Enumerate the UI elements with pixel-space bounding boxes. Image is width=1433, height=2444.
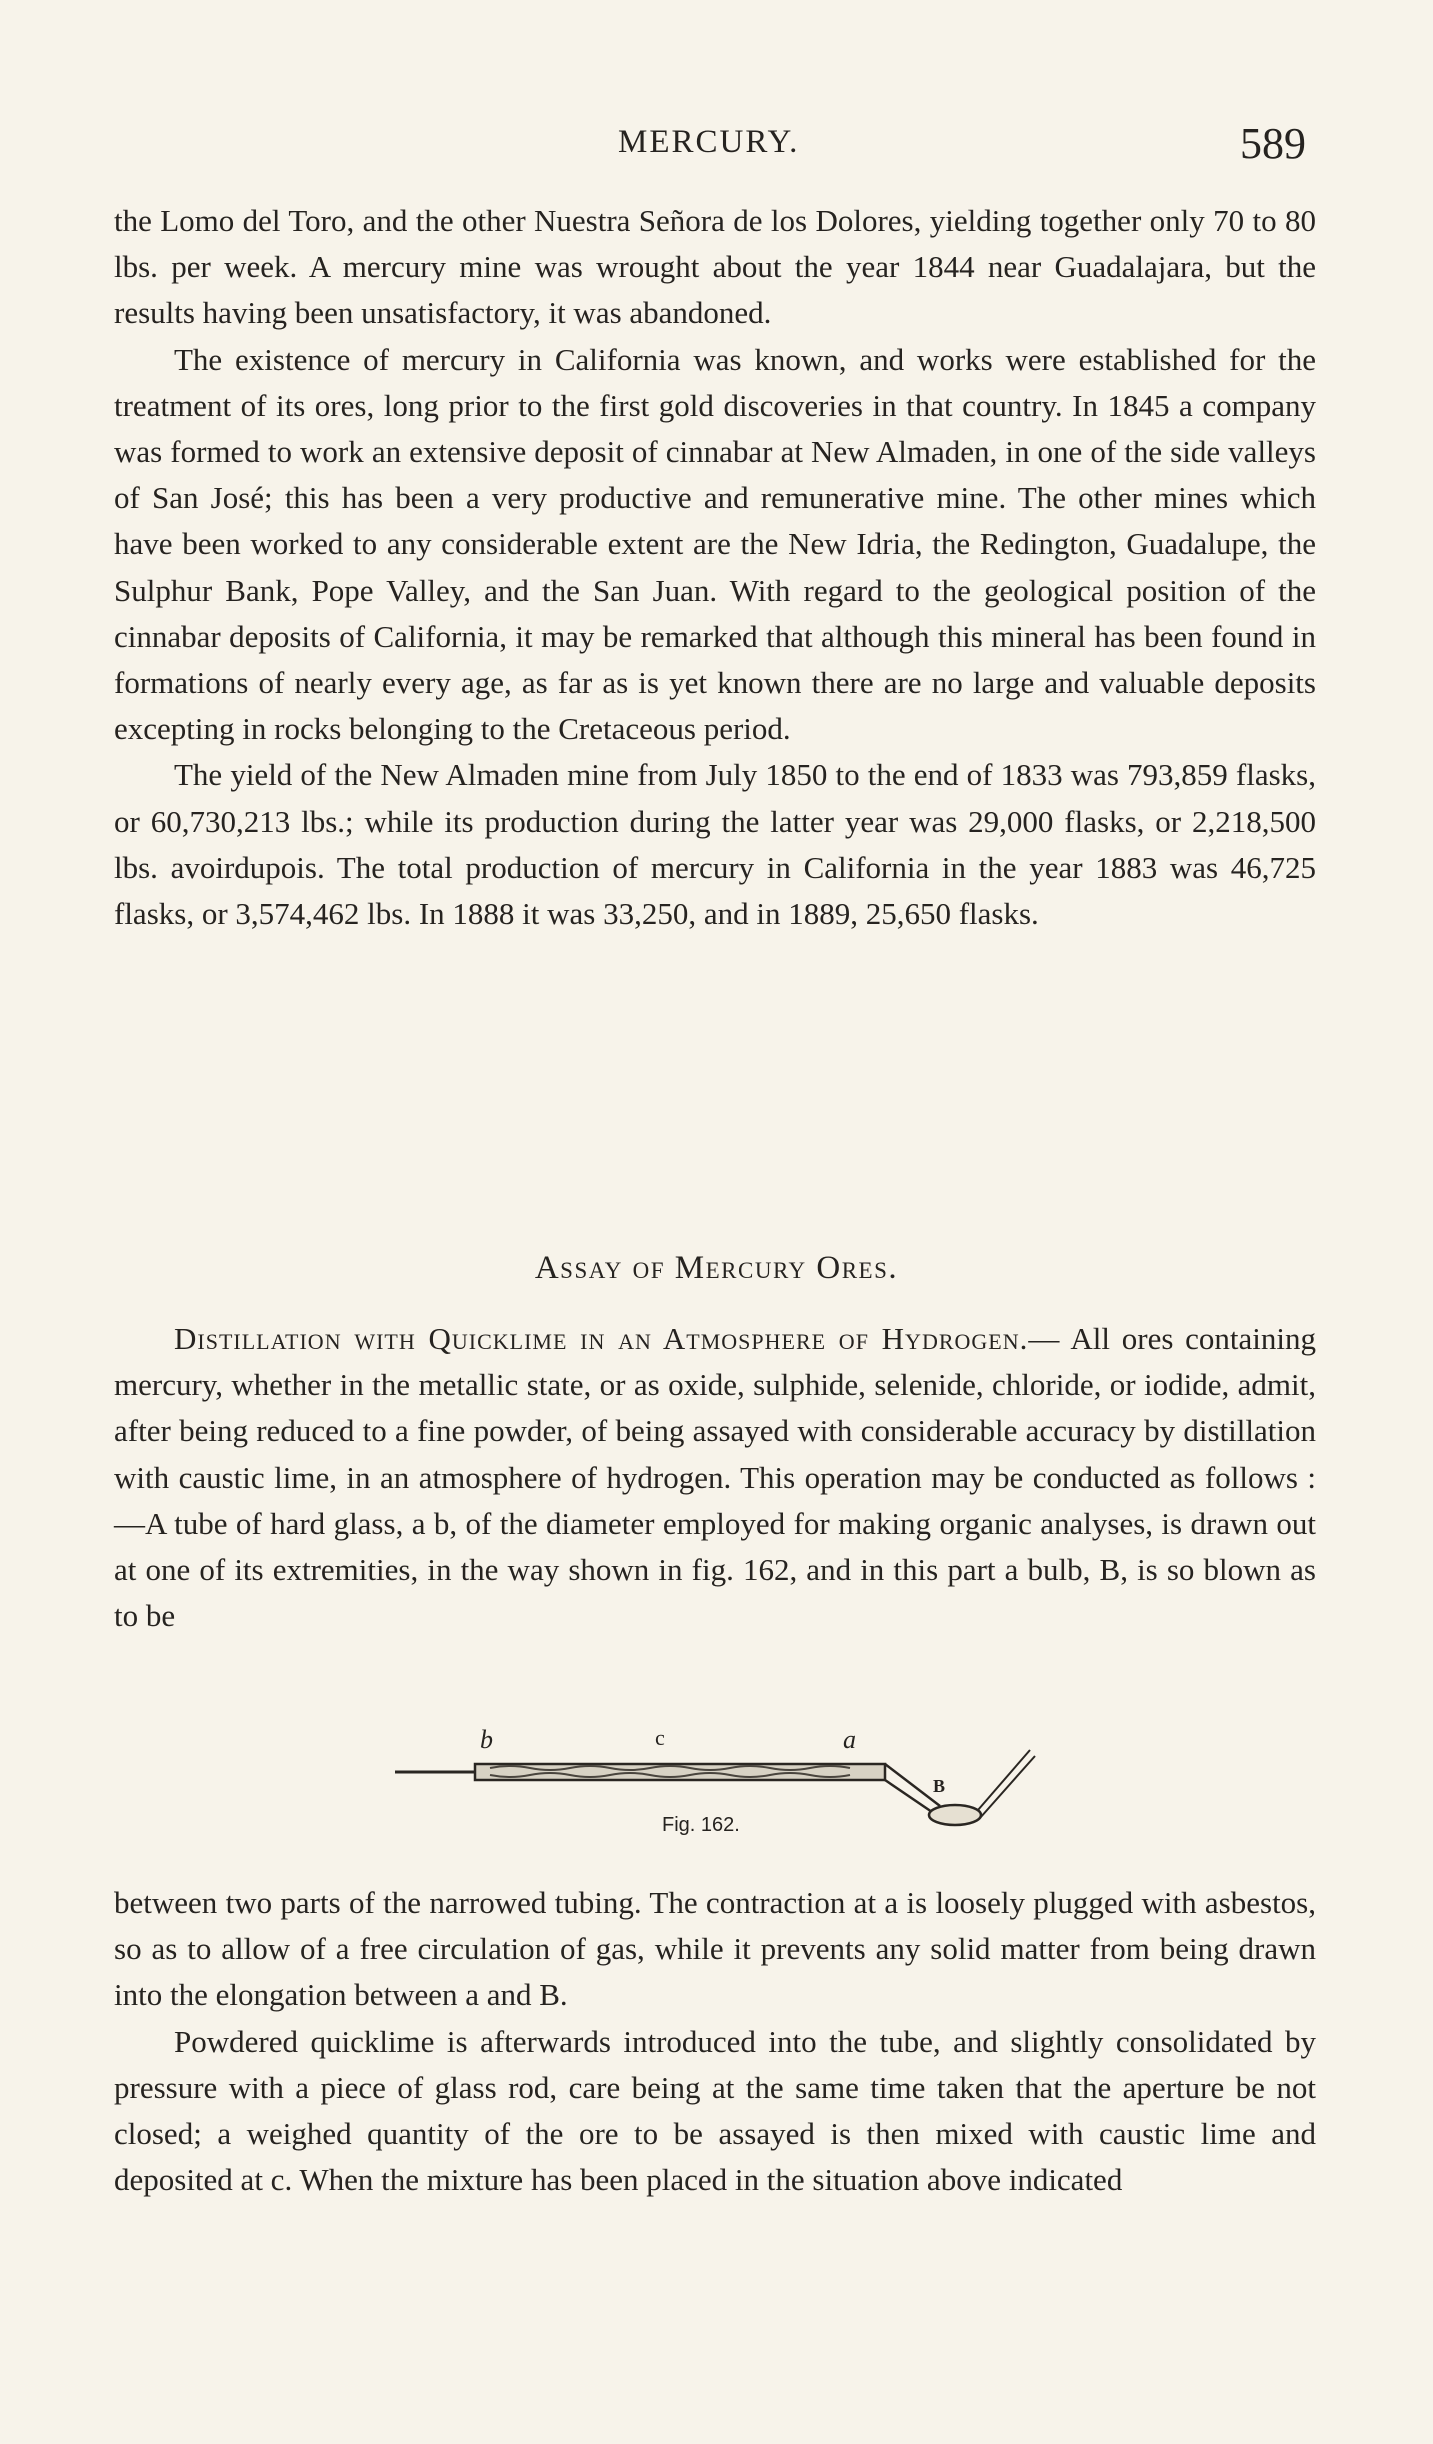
paragraph: Powdered quicklime is afterwards introduced into the tube, and slightly consolidated by pressure with a piece of glass rod, care being at the same time taken that the aperture be not closed; a weighed quantity of the ore to be assayed is then mixed with caustic lime and deposited at c. When the mixture has been placed in the situation above indicated bbox=[114, 2023, 1316, 2198]
figure-label-bulb: B bbox=[933, 1776, 946, 1796]
paragraph-text: All ores containing mercury, whether in the metallic state, or as oxide, sulphide, selenide, chloride, or iodide, admit, after being reduced to a fine powder, of being assayed with considerable accuracy by distillation with caustic lime, in an atmosphere of hydrogen. This operation may be conducted as follows :—A tube of hard glass, a b, of the diameter employed for making organic analyses, is drawn out at one of its extremities, in the way shown in fig. 162, and in this part a bulb, B, is so blown as to be bbox=[114, 1321, 1316, 1634]
text-block-top bbox=[114, 198, 1316, 937]
paragraph: The existence of mercury in California was known, and works were established for the treatment of its ores, long prior to the first gold discoveries in that country. In 1845 a company was formed to work an extensive deposit of cinnabar at New Almaden, in one of the side valleys of San José; this has been a very productive and remunerative mine. The other mines which have been worked to any considerable extent are the New Idria, the Redington, Guadalupe, the Sulphur Bank, Pope Valley, and the San Juan. With regard to the geological position of the cinnabar deposits of California, it may be remarked that although this mineral has been found in formations of nearly every age, as far as is yet known there are no large and valuable deposits excepting in rocks belonging to the Cretaceous period. bbox=[114, 341, 1316, 747]
running-title: MERCURY. bbox=[618, 124, 800, 160]
figure-label-b: b bbox=[480, 1725, 493, 1754]
text-block-bottom bbox=[114, 1880, 1316, 2203]
paragraph: between two parts of the narrowed tubing. The contraction at a is loosely plugged with asbestos, so as to allow of a free circulation of gas, while it prevents any solid matter from being drawn into the elongation between a and B. bbox=[114, 1885, 1316, 2013]
figure-label-a: a bbox=[843, 1725, 856, 1754]
figure-162 bbox=[380, 1720, 1080, 1870]
paragraph: the Lomo del Toro, and the other Nuestra Señora de los Dolores, yielding together only 70 to 80 lbs. per week. A mercury mine was wrought about the year 1844 near Guadalajara, but the results having been unsatisfactory, it was abandoned. bbox=[114, 203, 1316, 331]
paragraph bbox=[114, 1316, 1316, 1639]
paragraph: The yield of the New Almaden mine from July 1850 to the end of 1833 was 793,859 flasks, or 60,730,213 lbs.; while its production during the latter year was 29,000 flasks, or 2,218,500 lbs. avoirdupois. The total production of mercury in California in the year 1883 was 46,725 flasks, or 3,574,462 lbs. In 1888 it was 33,250, and in 1889, 25,650 flasks. bbox=[114, 757, 1316, 932]
figure-caption: Fig. 162. bbox=[662, 1814, 740, 1836]
text-block-middle bbox=[114, 1316, 1316, 1639]
section-heading: Assay of Mercury Ores. bbox=[534, 1250, 899, 1286]
page-header bbox=[0, 118, 1433, 178]
section-lead: Distillation with Quicklime in an Atmosphere of Hydrogen.— bbox=[174, 1321, 1061, 1356]
page-number: 589 bbox=[1240, 119, 1306, 168]
figure-label-c: c bbox=[655, 1725, 665, 1750]
